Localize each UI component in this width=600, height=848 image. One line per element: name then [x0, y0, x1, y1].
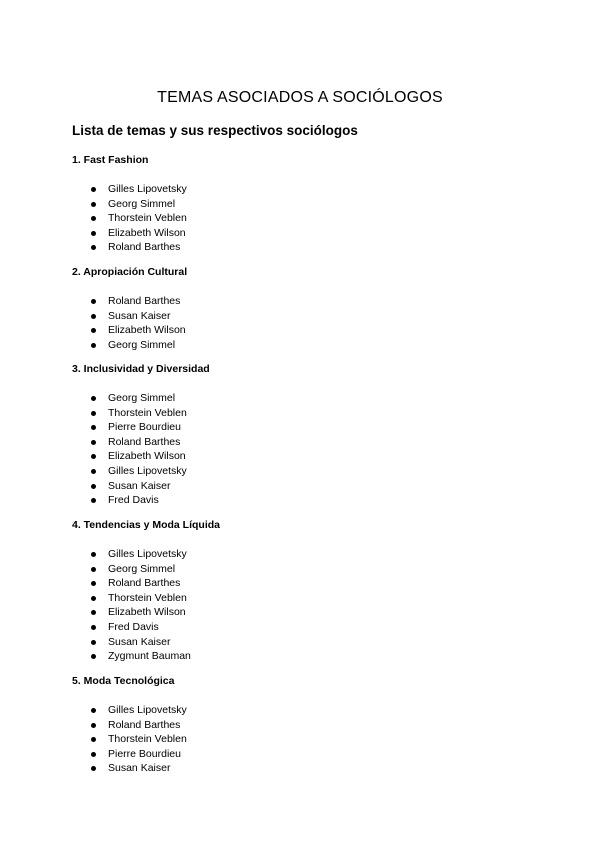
list-item — [72, 635, 532, 650]
list-item-label: Zygmunt Bauman — [108, 650, 191, 663]
list-item — [72, 406, 532, 421]
list-item-label: Susan Kaiser — [108, 309, 171, 322]
list-item — [72, 226, 532, 241]
list-item — [72, 591, 532, 606]
bullet-icon — [91, 396, 96, 401]
list-item — [72, 464, 532, 479]
bullet-icon — [91, 596, 96, 601]
bullet-icon — [91, 581, 96, 586]
list-item-label: Georg Simmel — [108, 562, 176, 575]
bullet-icon — [91, 640, 96, 645]
sociologist-list — [72, 294, 532, 352]
bullet-icon — [91, 766, 96, 771]
sociologist-list — [72, 391, 532, 508]
bullet-icon — [91, 654, 96, 659]
bullet-icon — [91, 343, 96, 348]
list-item — [72, 605, 532, 620]
section-heading: 4. Tendencias y Moda Líquida — [72, 519, 220, 531]
list-item — [72, 449, 532, 464]
list-item — [72, 576, 532, 591]
sociologist-list — [72, 547, 532, 664]
list-item-label: Roland Barthes — [108, 435, 181, 448]
list-item — [72, 718, 532, 733]
list-item-label: Elizabeth Wilson — [108, 324, 186, 337]
list-item — [72, 649, 532, 664]
list-item — [72, 391, 532, 406]
list-item — [72, 435, 532, 450]
bullet-icon — [91, 216, 96, 221]
list-item — [72, 479, 532, 494]
bullet-icon — [91, 411, 96, 416]
list-item — [72, 197, 532, 212]
bullet-icon — [91, 245, 96, 250]
section-heading: 1. Fast Fashion — [72, 154, 149, 166]
bullet-icon — [91, 567, 96, 572]
list-item — [72, 747, 532, 762]
list-item — [72, 323, 532, 338]
list-item — [72, 493, 532, 508]
list-item-label: Roland Barthes — [108, 718, 181, 731]
list-item-label: Susan Kaiser — [108, 479, 171, 492]
list-item-label: Roland Barthes — [108, 577, 181, 590]
list-item-label: Thorstein Veblen — [108, 591, 187, 604]
bullet-icon — [91, 752, 96, 757]
section-heading: 5. Moda Tecnológica — [72, 675, 175, 687]
bullet-icon — [91, 723, 96, 728]
list-item-label: Roland Barthes — [108, 295, 181, 307]
list-item-label: Pierre Bourdieu — [108, 747, 181, 760]
bullet-icon — [91, 187, 96, 192]
list-item-label: Fred Davis — [108, 494, 159, 507]
bullet-icon — [91, 484, 96, 489]
bullet-icon — [91, 440, 96, 445]
section-tendencias-moda-liquida — [72, 518, 532, 664]
list-item — [72, 420, 532, 435]
list-item-label: Gilles Lipovetsky — [108, 548, 187, 560]
bullet-icon — [91, 737, 96, 742]
list-item — [72, 240, 532, 255]
list-item — [72, 309, 532, 324]
bullet-icon — [91, 454, 96, 459]
sociologist-list — [72, 703, 532, 776]
section-inclusividad-diversidad — [72, 362, 532, 508]
list-item — [72, 211, 532, 226]
list-item — [72, 562, 532, 577]
list-item-label: Thorstein Veblen — [108, 406, 187, 419]
section-fast-fashion — [72, 153, 532, 255]
list-item-label: Gilles Lipovetsky — [108, 464, 187, 477]
document-title: TEMAS ASOCIADOS A SOCIÓLOGOS — [157, 89, 443, 106]
list-item-label: Elizabeth Wilson — [108, 450, 186, 463]
bullet-icon — [91, 425, 96, 430]
bullet-icon — [91, 328, 96, 333]
list-item-label: Elizabeth Wilson — [108, 606, 186, 619]
list-item-label: Thorstein Veblen — [108, 733, 187, 746]
list-item — [72, 732, 532, 747]
list-item-label: Roland Barthes — [108, 241, 181, 254]
list-item-label: Elizabeth Wilson — [108, 226, 186, 239]
list-item — [72, 294, 532, 309]
list-item-label: Gilles Lipovetsky — [108, 183, 187, 195]
bullet-icon — [91, 625, 96, 630]
list-item — [72, 182, 532, 197]
bullet-icon — [91, 469, 96, 474]
list-item-label: Georg Simmel — [108, 392, 176, 404]
section-apropiacion-cultural — [72, 265, 532, 352]
bullet-icon — [91, 299, 96, 304]
bullet-icon — [91, 708, 96, 713]
list-item-label: Susan Kaiser — [108, 762, 171, 775]
section-moda-tecnologica — [72, 674, 532, 776]
bullet-icon — [91, 314, 96, 319]
list-item — [72, 703, 532, 718]
sociologist-list — [72, 182, 532, 255]
bullet-icon — [91, 552, 96, 557]
list-item-label: Susan Kaiser — [108, 635, 171, 648]
bullet-icon — [91, 498, 96, 503]
list-item-label: Pierre Bourdieu — [108, 421, 181, 434]
section-heading: 2. Apropiación Cultural — [72, 266, 188, 278]
list-item — [72, 338, 532, 353]
bullet-icon — [91, 610, 96, 615]
list-item-label: Thorstein Veblen — [108, 212, 187, 225]
section-heading: 3. Inclusividad y Diversidad — [72, 363, 210, 375]
list-item — [72, 547, 532, 562]
list-item — [72, 761, 532, 776]
list-item-label: Gilles Lipovetsky — [108, 704, 187, 716]
document-subtitle: Lista de temas y sus respectivos sociólogos — [72, 123, 358, 138]
list-item-label: Georg Simmel — [108, 338, 176, 351]
list-item-label: Fred Davis — [108, 620, 159, 633]
bullet-icon — [91, 231, 96, 236]
bullet-icon — [91, 202, 96, 207]
list-item — [72, 620, 532, 635]
list-item-label: Georg Simmel — [108, 197, 176, 210]
